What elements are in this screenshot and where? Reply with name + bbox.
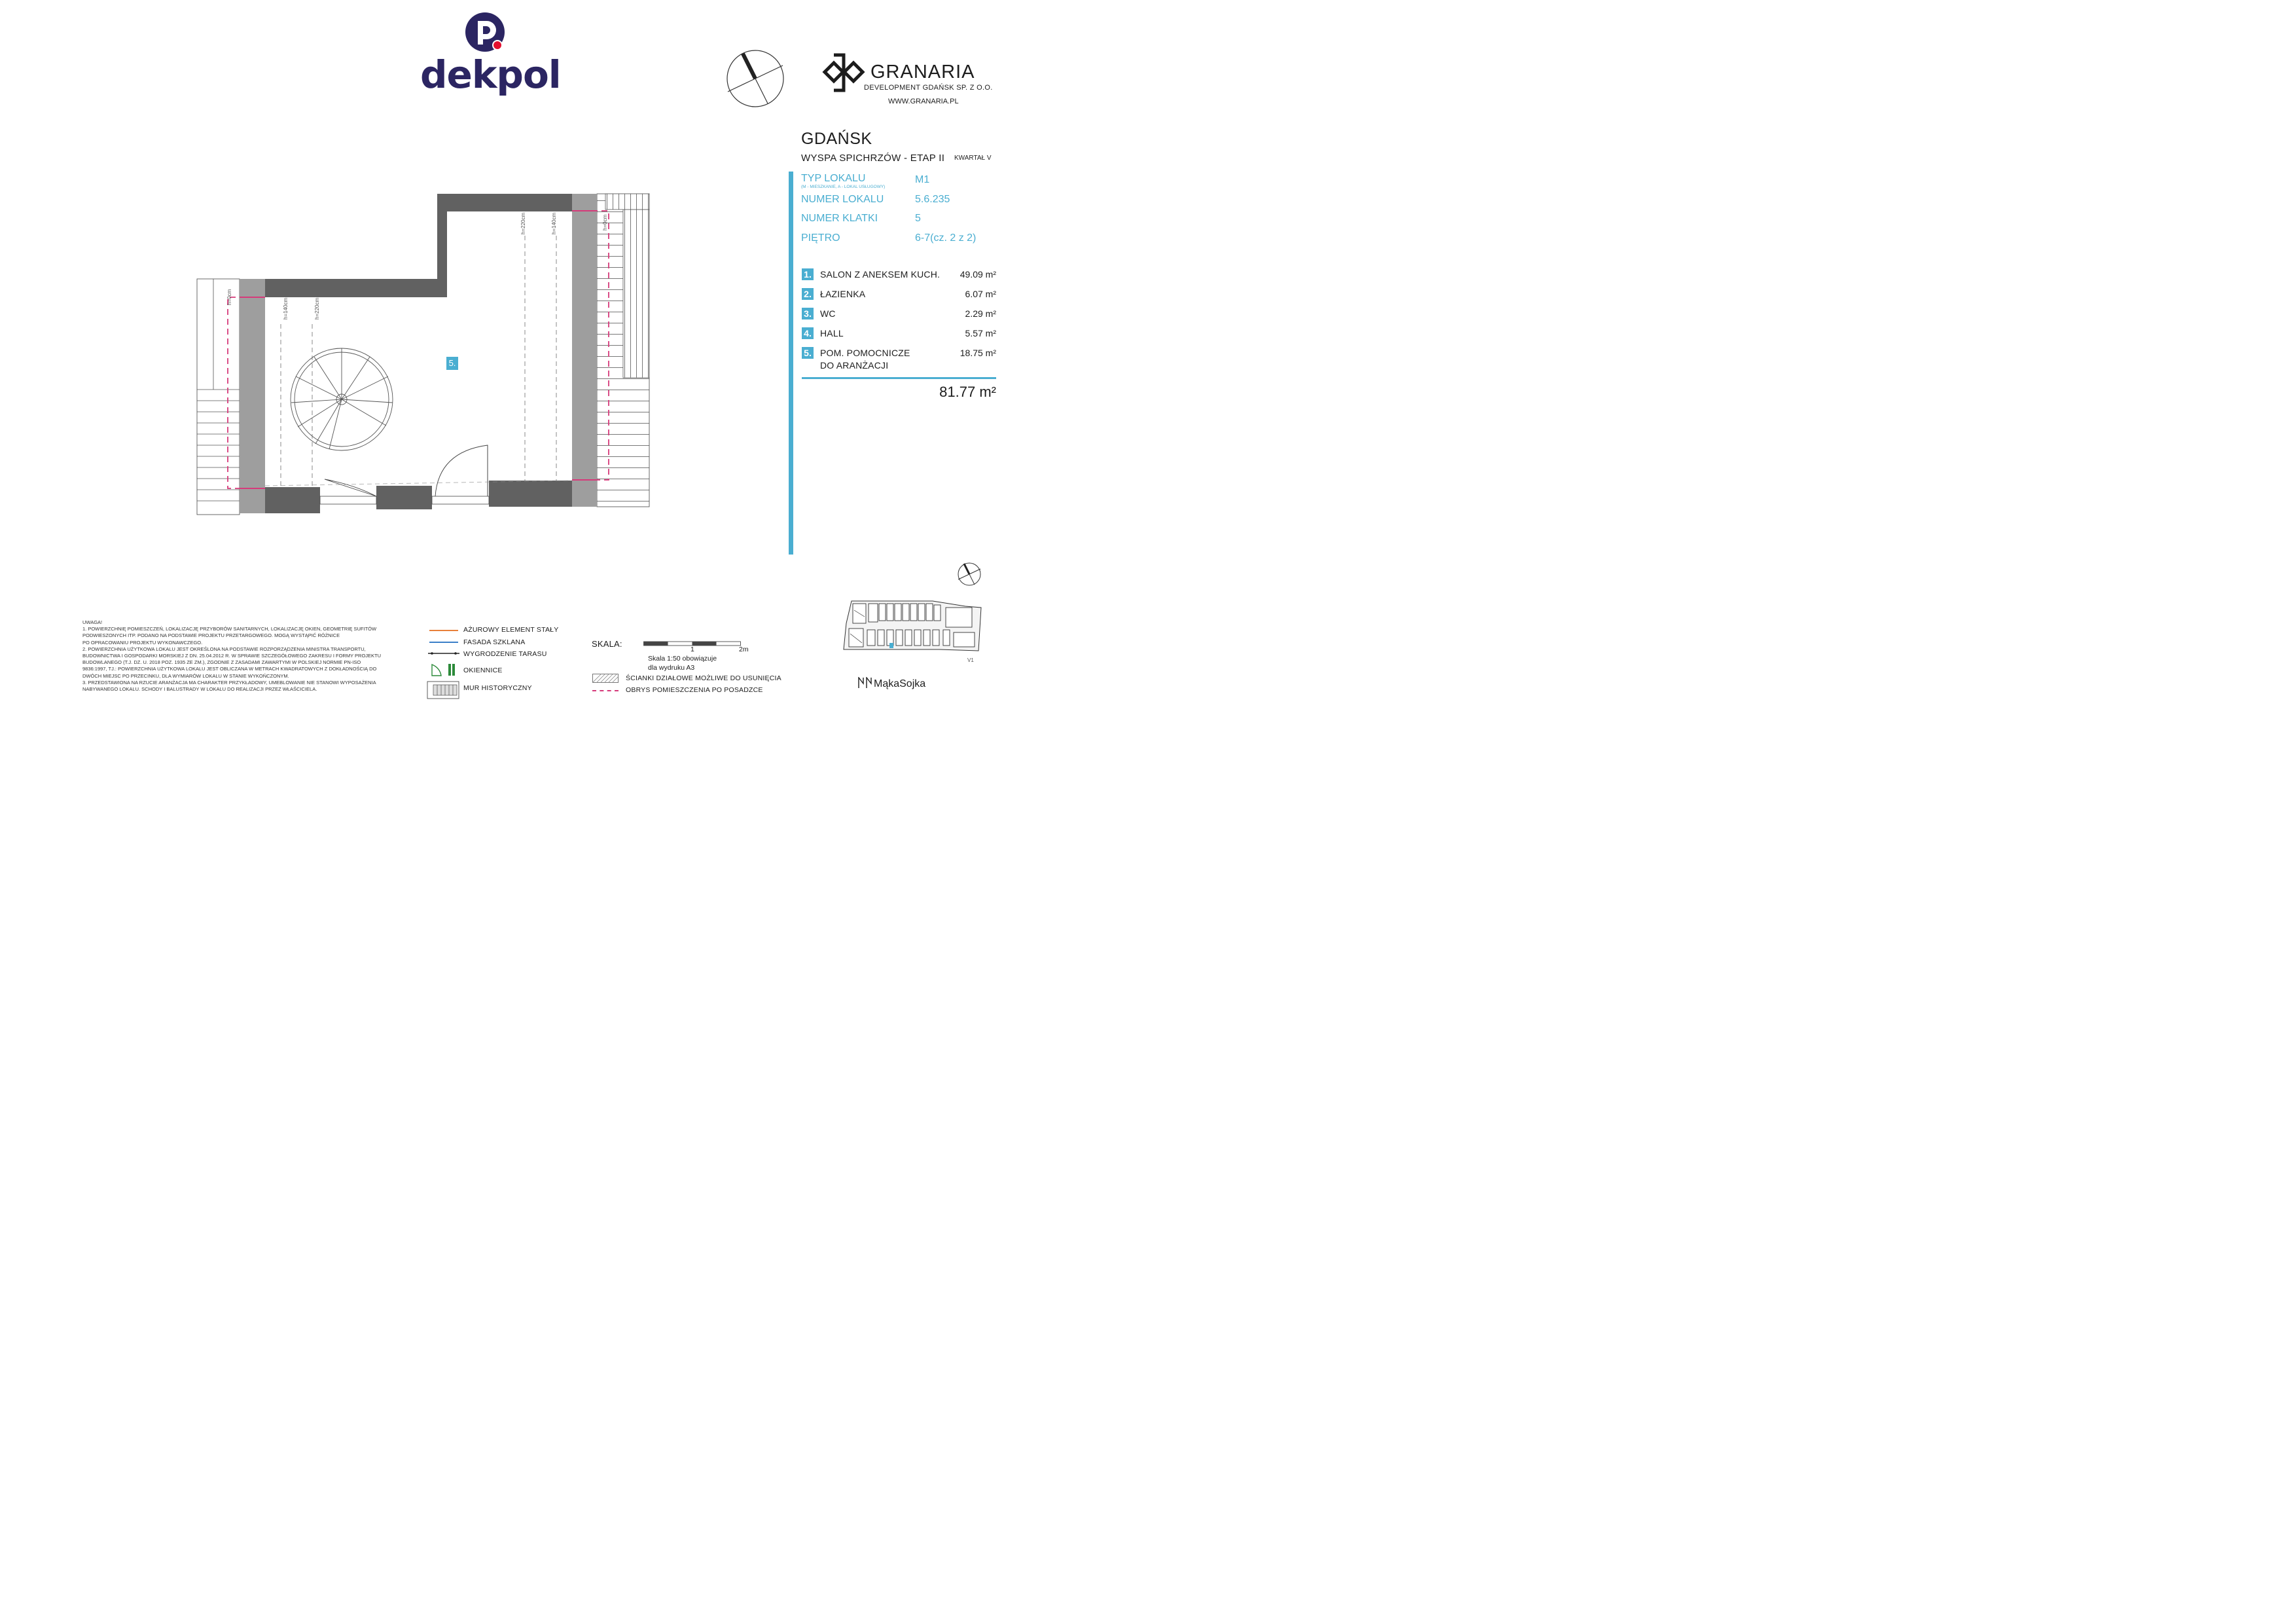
compass-icon bbox=[725, 48, 785, 109]
scale-tick-1: 1 bbox=[691, 646, 694, 653]
legend-azurowy-label: AŻUROWY ELEMENT STAŁY bbox=[463, 626, 559, 634]
architect-name: MąkaSojka bbox=[874, 678, 926, 689]
wall-right-pier bbox=[572, 194, 597, 507]
legend-wygrodzenie-label: WYGRODZENIE TARASU bbox=[463, 650, 547, 658]
legend-obrys-swatch bbox=[592, 690, 619, 691]
left-terrace bbox=[197, 279, 240, 515]
notes-block bbox=[82, 619, 410, 693]
total-area: 81.77 m² bbox=[939, 384, 996, 400]
legend-mur-label: MUR HISTORYCZNY bbox=[463, 684, 532, 692]
notes-line: BUDOWLANEGO (T.J. DZ. U. 2018 POZ. 1935 ZE ZM.), ZGODNIE Z ZASADAMI ZAWARTYMI W POLSKIEJ NORMIE PN-ISO bbox=[82, 659, 361, 666]
notes-line: NABYWANEGO LOKALU. SCHODY I BALUSTRADY W LOKALU DO REALIZACJI PRZEZ WŁAŚCICIELA. bbox=[82, 686, 317, 693]
scale-label: SKALA: bbox=[592, 639, 622, 649]
room-number: 4. bbox=[802, 327, 814, 339]
unit-number-value: 5.6.235 bbox=[915, 194, 950, 205]
quarter-label: KWARTAŁ V bbox=[954, 155, 992, 162]
height-lines bbox=[265, 236, 572, 486]
height-label-h220-right: h=220cm bbox=[520, 212, 526, 234]
notes-line: 3. PRZEDSTAWIONA NA RZUCIE ARANŻACJA MA CHARAKTER PRZYKŁADOWY, UMEBLOWANIE NIE STANOWI WYPOSAŻENIA bbox=[82, 679, 376, 685]
granaria-emblem-icon bbox=[822, 52, 865, 93]
legend-okiennice-label: OKIENNICE bbox=[463, 666, 503, 674]
room-row-3 bbox=[802, 308, 998, 322]
room-area: 18.75 m² bbox=[960, 348, 996, 358]
height-label-h140-right: h=140cm bbox=[551, 212, 557, 234]
legend-wygrodzenie-swatch bbox=[428, 650, 459, 657]
room-name: POM. POMOCNICZE bbox=[820, 348, 910, 358]
granaria-name: GRANARIA bbox=[870, 62, 975, 82]
scale-note-line2: dla wydruku A3 bbox=[648, 664, 695, 672]
notes-line: 1. POWIERZCHNIĘ POMIESZCZEŃ, LOKALIZACJĘ PRZYBORÓW SANITARNYCH, LOKALIZACJĘ OKIEN, GEOMETRIĘ SUFITÓW bbox=[82, 626, 377, 632]
scale-note-line1: Skala 1:50 obowiązuje bbox=[648, 655, 717, 663]
notes-line: 2. POWIERZCHNIA UŻYTKOWA LOKALU JEST OKREŚLONA NA PODSTAWIE ROZPORZĄDZENIA MINISTRA TRANSPORTU, bbox=[82, 646, 366, 652]
notes-heading: UWAGA! bbox=[82, 619, 103, 625]
floor-outline bbox=[228, 211, 609, 488]
height-label-h0-right: h=0cm bbox=[602, 214, 608, 230]
height-label-h0-left: h=0cm bbox=[226, 289, 232, 305]
room-number: 2. bbox=[802, 288, 814, 300]
room-number: 3. bbox=[802, 308, 814, 319]
room-name: SALON Z ANEKSEM KUCH. bbox=[820, 269, 941, 280]
room-name: ŁAZIENKA bbox=[820, 289, 866, 299]
spiral-stair bbox=[291, 348, 393, 450]
legend-fasada-label: FASADA SZKLANA bbox=[463, 638, 526, 646]
shutters-icon bbox=[431, 663, 457, 677]
floor-plan bbox=[193, 190, 655, 520]
room-name: WC bbox=[820, 308, 836, 319]
notes-line: PODWIESZONYCH ITP. PODANO NA PODSTAWIE PROJEKTU PRZETARGOWEGO. MOGĄ WYSTĄPIĆ RÓŻNICE bbox=[82, 632, 340, 639]
room-number: 1. bbox=[802, 268, 814, 280]
room-area: 2.29 m² bbox=[965, 308, 996, 319]
room-area: 6.07 m² bbox=[965, 289, 996, 299]
hatched-partition-icon bbox=[592, 674, 619, 683]
height-label-h220-left: h=220cm bbox=[314, 297, 320, 319]
room-row-5 bbox=[802, 347, 998, 374]
city-title: GDAŃSK bbox=[801, 130, 872, 148]
dekpol-logo bbox=[419, 12, 561, 97]
unit-type-value: M1 bbox=[915, 174, 930, 185]
legend-fasada-swatch bbox=[429, 642, 458, 643]
stair-number-label: NUMER KLATKI bbox=[801, 213, 878, 224]
room-row-4 bbox=[802, 327, 998, 342]
notes-line: 9836:1997, TJ.: POWIERZCHNIA UŻYTKOWA LOKALU JEST OBLICZANA W METRACH KWADRATOWYCH Z DOKŁADNOŚCIĄ DO bbox=[82, 666, 377, 672]
legend-scianki-label: ŚCIANKI DZIAŁOWE MOŻLIWE DO USUNIĘCIA bbox=[626, 674, 781, 682]
historic-wall-icon bbox=[427, 681, 459, 699]
granaria-url: WWW.GRANARIA.PL bbox=[888, 98, 959, 105]
scale-tick-2: 2m bbox=[739, 646, 749, 653]
accent-bar bbox=[789, 172, 793, 555]
room-5-label: 5. bbox=[446, 357, 458, 370]
right-terrace bbox=[597, 194, 649, 507]
key-plan bbox=[841, 597, 985, 656]
room-name-line2: DO ARANŻACJI bbox=[820, 360, 889, 371]
height-label-h140-left: h=140cm bbox=[283, 297, 289, 319]
district-title: WYSPA SPICHRZÓW - ETAP II bbox=[801, 153, 945, 164]
unit-type-sublabel: (M - MIESZKANIE, A - LOKAL USŁUGOWY) bbox=[801, 185, 886, 189]
room-area: 49.09 m² bbox=[960, 269, 996, 280]
wall-bottom-left bbox=[265, 487, 320, 513]
wall-bottom-right bbox=[489, 481, 572, 507]
wall-bottom-mid bbox=[376, 486, 432, 509]
dekpol-wordmark: dekpol bbox=[420, 52, 561, 97]
room-number: 5. bbox=[802, 347, 814, 359]
room-row-2 bbox=[802, 288, 998, 302]
room-area: 5.57 m² bbox=[965, 328, 996, 338]
granaria-company: DEVELOPMENT GDAŃSK SP. Z O.O. bbox=[864, 84, 993, 92]
stair-number-value: 5 bbox=[915, 213, 921, 224]
notes-line: DWÓCH MIEJSC PO PRZECINKU, DLA WYMIARÓW LOKALU W STANIE WYKOŃCZONYM. bbox=[82, 672, 289, 679]
key-plan-version: V1 bbox=[967, 657, 974, 663]
room-row-1 bbox=[802, 268, 998, 283]
makasojka-logo-icon bbox=[858, 677, 872, 689]
wall-left-pier bbox=[240, 279, 265, 513]
unit-type-label: TYP LOKALU bbox=[801, 173, 866, 184]
wall-top bbox=[437, 194, 572, 211]
floor-label: PIĘTRO bbox=[801, 232, 840, 244]
legend-obrys-label: OBRYS POMIESZCZENIA PO POSADZCE bbox=[626, 686, 763, 694]
floor-outline-solid bbox=[240, 211, 597, 488]
wall-step-horizontal bbox=[265, 279, 447, 297]
legend-azurowy-swatch bbox=[429, 630, 458, 631]
notes-line: PO OPRACOWANIU PROJEKTU WYKONAWCZEGO. bbox=[82, 639, 203, 646]
floor-value: 6-7(cz. 2 z 2) bbox=[915, 232, 977, 244]
dekpol-emblem-icon bbox=[465, 12, 507, 54]
unit-number-label: NUMER LOKALU bbox=[801, 194, 884, 205]
total-divider bbox=[802, 377, 996, 379]
notes-line: BUDOWNICTWA I GOSPODARKI MORSKIEJ Z DN. 25.04.2012 R. W SPRAWIE SZCZEGÓŁOWEGO ZAKRESU I FORMY PROJEKTU bbox=[82, 653, 382, 659]
room-name: HALL bbox=[820, 328, 844, 338]
compass-small-icon bbox=[957, 562, 982, 587]
